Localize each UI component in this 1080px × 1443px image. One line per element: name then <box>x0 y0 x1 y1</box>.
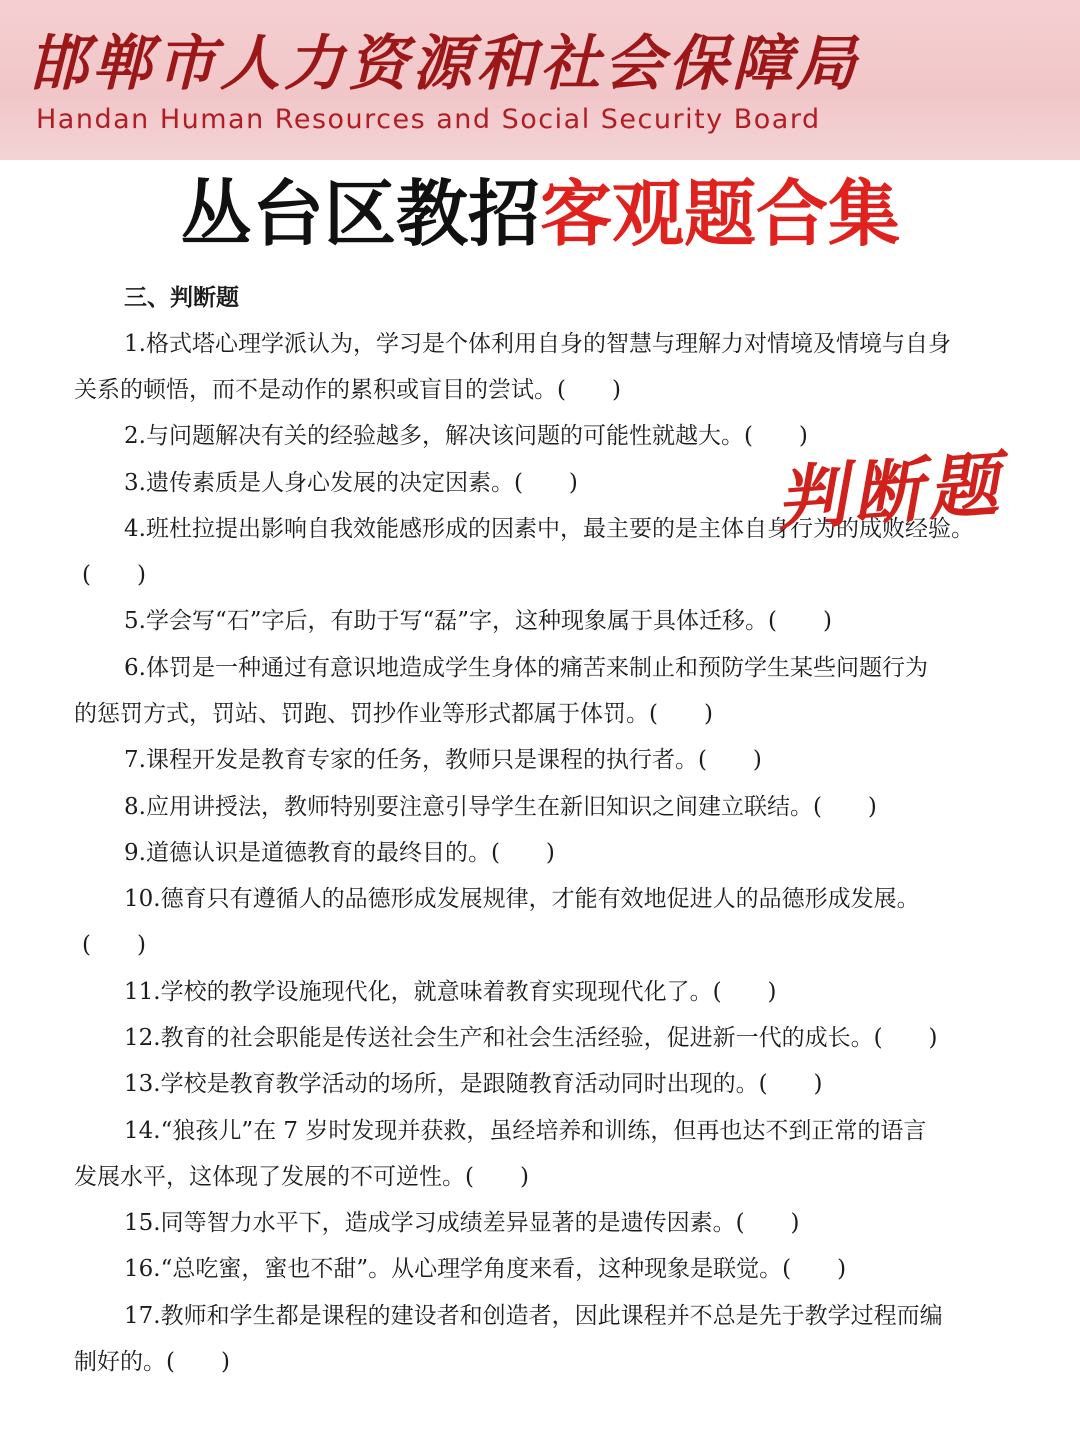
title-part-red: 客观题合集 <box>540 172 901 256</box>
question-line: 关系的顿悟，而不是动作的累积或盲目的尝试。( ) <box>74 377 621 403</box>
question-line: 2.与问题解决有关的经验越多，解决该问题的可能性就越大。( ) <box>124 423 808 449</box>
bureau-name-cn: 邯郸市人力资源和社会保障局 <box>28 29 860 99</box>
question-line: 17.教师和学生都是课程的建设者和创造者，因此课程并不总是先于教学过程而编 <box>124 1303 943 1329</box>
page-title <box>0 172 1080 256</box>
question-line: ( ) <box>82 932 146 958</box>
question-line: 6.体罚是一种通过有意识地造成学生身体的痛苦来制止和预防学生某些问题行为 <box>124 655 928 681</box>
question-line: 制好的。( ) <box>74 1349 230 1375</box>
question-line: 7.课程开发是教育专家的任务，教师只是课程的执行者。( ) <box>124 747 762 773</box>
question-line: 3.遗传素质是人身心发展的决定因素。( ) <box>124 470 578 496</box>
question-line: ( ) <box>82 562 146 588</box>
question-line: 的惩罚方式，罚站、罚跑、罚抄作业等形式都属于体罚。( ) <box>74 701 713 727</box>
header-banner <box>0 0 1080 160</box>
question-line: 16.“总吃蜜，蜜也不甜”。从心理学角度来看，这种现象是联觉。( ) <box>124 1256 847 1282</box>
question-line: 13.学校是教育教学活动的场所，是跟随教育活动同时出现的。( ) <box>124 1071 823 1097</box>
question-line: 4.班杜拉提出影响自我效能感形成的因素中，最主要的是主体自身行为的成败经验。 <box>124 516 974 542</box>
question-line: 15.同等智力水平下，造成学习成绩差异显著的是遗传因素。( ) <box>124 1210 800 1236</box>
stamp-label: 判断题 <box>773 442 1007 541</box>
question-line: 14.“狼孩儿”在 7 岁时发现并获救，虽经培养和训练，但再也达不到正常的语言 <box>124 1118 927 1144</box>
question-line: 12.教育的社会职能是传送社会生产和社会生活经验，促进新一代的成长。( ) <box>124 1025 938 1051</box>
question-line: 11.学校的教学设施现代化，就意味着教育实现现代化了。( ) <box>124 979 777 1005</box>
question-line: 8.应用讲授法，教师特别要注意引导学生在新旧知识之间建立联结。( ) <box>124 794 877 820</box>
question-line: 发展水平，这体现了发展的不可逆性。( ) <box>74 1164 529 1190</box>
title-part-black: 丛台区教招 <box>179 172 540 256</box>
section-heading: 三、判断题 <box>124 284 239 311</box>
bureau-name-en: Handan Human Resources and Social Security Board <box>36 104 821 135</box>
question-line: 1.格式塔心理学派认为，学习是个体利用自身的智慧与理解力对情境及情境与自身 <box>124 331 951 357</box>
question-line: 10.德育只有遵循人的品德形成发展规律，才能有效地促进人的品德形成发展。 <box>124 886 920 912</box>
question-line: 5.学会写“石”字后，有助于写“磊”字，这种现象属于具体迁移。( ) <box>124 608 832 634</box>
question-line: 9.道德认识是道德教育的最终目的。( ) <box>124 840 555 866</box>
